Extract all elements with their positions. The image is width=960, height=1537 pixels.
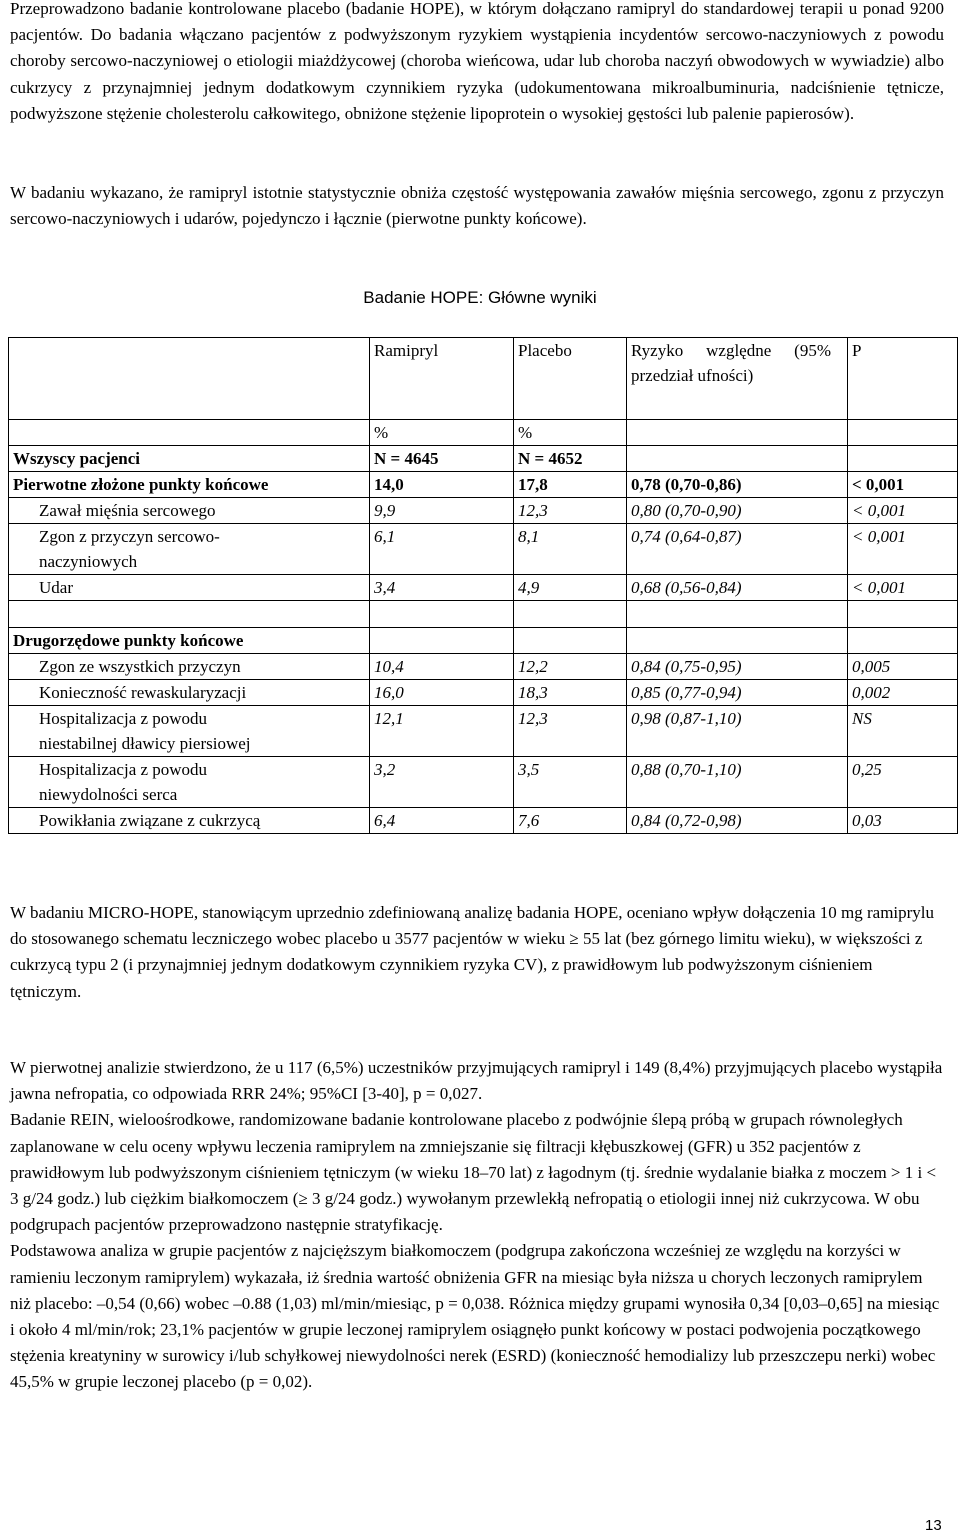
cell-p: 0,002 <box>848 680 958 706</box>
cell-p: 0,005 <box>848 654 958 680</box>
table-row <box>9 524 958 575</box>
table-row <box>9 575 958 601</box>
page-number: 13 <box>925 1517 942 1534</box>
row-label: Powikłania związane z cukrzycą <box>9 808 370 834</box>
cell-ramipryl: 3,2 <box>370 757 514 808</box>
row-label: Drugorzędowe punkty końcowe <box>9 628 370 654</box>
header-units-row <box>9 420 958 446</box>
paragraph-hope-results: W badaniu wykazano, że ramipryl istotnie statystycznie obniża częstość występowania zawałów mięśnia sercowego, zgonu z przyczyn sercowo-naczyniowych i udarów, pojedynczo i łącznie (pierwotne punkty końcowe). <box>10 183 944 229</box>
cell-placebo: 7,6 <box>514 808 627 834</box>
header-pct-placebo: % <box>514 420 627 446</box>
row-label: Konieczność rewaskularyzacji <box>9 680 370 706</box>
cell-relative-risk: 0,84 (0,75-0,95) <box>627 654 848 680</box>
table-row <box>9 628 958 654</box>
table-row <box>9 654 958 680</box>
paragraph-micro-hope: W badaniu MICRO-HOPE, stanowiącym uprzednio zdefiniowaną analizę badania HOPE, oceniano wpływ dołączenia 10 mg ramiprylu do stosowanego schematu leczniczego wobec placebo u 3577 pacjentów w wieku ≥ 55 lat (bez górnego limitu wieku), w większości z cukrzycą typu 2 (i przynajmniej jednym dodatkowym czynnikiem ryzyka CV), z prawidłowym lub podwyższonym ciśnieniem tętniczym. <box>10 903 935 1001</box>
cell-ramipryl: 10,4 <box>370 654 514 680</box>
spacer-row <box>9 601 958 628</box>
header-ramipryl: Ramipryl <box>370 338 514 420</box>
row-label: Hospitalizacja z powodu niewydolności serca <box>9 757 370 808</box>
cell-ramipryl: 16,0 <box>370 680 514 706</box>
row-label: Zgon z przyczyn sercowo-naczyniowych <box>9 524 370 575</box>
header-placebo: Placebo <box>514 338 627 420</box>
header-p: P <box>848 338 958 420</box>
cell-ramipryl: N = 4645 <box>370 446 514 472</box>
cell-ramipryl: 12,1 <box>370 706 514 757</box>
cell-ramipryl: 6,1 <box>370 524 514 575</box>
header-relative-risk: Ryzyko względne (95% przedział ufności) <box>627 338 848 420</box>
cell-placebo: 4,9 <box>514 575 627 601</box>
cell-placebo: 12,2 <box>514 654 627 680</box>
text-block-analysis <box>10 1055 944 1396</box>
cell-relative-risk: 0,98 (0,87-1,10) <box>627 706 848 757</box>
cell-placebo: 12,3 <box>514 706 627 757</box>
cell-relative-risk: 0,74 (0,64-0,87) <box>627 524 848 575</box>
cell-ramipryl: 9,9 <box>370 498 514 524</box>
header-row <box>9 338 958 420</box>
cell-ramipryl: 14,0 <box>370 472 514 498</box>
table-row <box>9 446 958 472</box>
cell-placebo: 3,5 <box>514 757 627 808</box>
row-label: Pierwotne złożone punkty końcowe <box>9 472 370 498</box>
row-label: Hospitalizacja z powodu niestabilnej dławicy piersiowej <box>9 706 370 757</box>
cell-ramipryl: 3,4 <box>370 575 514 601</box>
cell-relative-risk: 0,78 (0,70-0,86) <box>627 472 848 498</box>
row-label: Zgon ze wszystkich przyczyn <box>9 654 370 680</box>
header-empty-cell <box>9 338 370 420</box>
table-row <box>9 706 958 757</box>
table-title: Badanie HOPE: Główne wyniki <box>363 288 597 307</box>
table-row <box>9 472 958 498</box>
cell-p: < 0,001 <box>848 575 958 601</box>
table-row <box>9 808 958 834</box>
row-label: Zawał mięśnia sercowego <box>9 498 370 524</box>
row-label: Udar <box>9 575 370 601</box>
cell-p: NS <box>848 706 958 757</box>
paragraph-hope-intro: Przeprowadzono badanie kontrolowane placebo (badanie HOPE), w którym dołączano ramipryl do standardowej terapii u ponad 9200 pacjentów. Do badania włączano pacjentów z podwyższonym ryzykiem wystąpienia incydentów sercowo-naczyniowych z powodu choroby sercowo-naczyniowej o etiologii miażdżycowej (choroba wieńcowa, udar lub choroba naczyń obwodowych w wywiadzie) albo cukrzycy z przynajmniej jednym dodatkowym czynnikiem ryzyka (udokumentowana mikroalbuminuria, nadciśnienie tętnicze, podwyższone stężenie cholesterolu całkowitego, obniżone stężenie lipoprotein o wysokiej gęstości lub palenie papierosów). <box>10 0 944 123</box>
cell-p: < 0,001 <box>848 498 958 524</box>
cell-placebo: N = 4652 <box>514 446 627 472</box>
row-label: Wszyscy pacjenci <box>9 446 370 472</box>
cell-relative-risk: 0,80 (0,70-0,90) <box>627 498 848 524</box>
table-row <box>9 757 958 808</box>
hope-results-table <box>8 337 958 834</box>
cell-relative-risk: 0,68 (0,56-0,84) <box>627 575 848 601</box>
cell-relative-risk: 0,85 (0,77-0,94) <box>627 680 848 706</box>
cell-p: 0,25 <box>848 757 958 808</box>
cell-p: < 0,001 <box>848 524 958 575</box>
cell-placebo: 17,8 <box>514 472 627 498</box>
cell-placebo: 18,3 <box>514 680 627 706</box>
header-pct-ramipryl: % <box>370 420 514 446</box>
cell-p: 0,03 <box>848 808 958 834</box>
table-row <box>9 680 958 706</box>
cell-placebo: 8,1 <box>514 524 627 575</box>
paragraph-rein: Badanie REIN, wieloośrodkowe, randomizowane badanie kontrolowane placebo z podwójnie ślepą próbą w grupach równoległych zaplanowane w celu oceny wpływu leczenia ramiprylem na zmniejszanie się filtracji kłębuszkowej (GFR) u 352 pacjentów z prawidłowym lub podwyższonym ciśnieniem tętniczym (w wieku 18–70 lat) z łagodnym (tj. średnie wydalanie białka z moczem > 1 i < 3 g/24 godz.) lub ciężkim białkomoczem (≥ 3 g/24 godz.) wywołanym przewlekłą nefropatią o etiologii innej niż cukrzycowa. W obu podgrupach pacjentów przeprowadzono następnie stratyfikację. <box>10 1110 937 1235</box>
cell-p: < 0,001 <box>848 472 958 498</box>
cell-relative-risk: 0,84 (0,72-0,98) <box>627 808 848 834</box>
cell-placebo: 12,3 <box>514 498 627 524</box>
cell-relative-risk: 0,88 (0,70-1,10) <box>627 757 848 808</box>
paragraph-rein-analysis: Podstawowa analiza w grupie pacjentów z najcięższym białkomoczem (podgrupa zakończona wcześniej ze względu na korzyści w ramieniu leczonym ramiprylem) wykazała, iż średnia wartość obniżenia GFR na miesiąc była niższa u chorych leczonych ramiprylem niż placebo: –0,54 (0,66) wobec –0.88 (1,03) ml/min/miesiąc, p = 0,038. Różnica między grupami wynosiła 0,34 [0,03–0,65] na miesiąc i około 4 ml/min/rok; 23,1% pacjentów w grupie leczonej ramiprylem osiągnęło punkt końcowy w postaci podwojenia początkowego stężenia kreatyniny w surowicy i/lub schyłkowej niewydolności nerek (ESRD) (konieczność hemodializy lub przeszczepu nerki) wobec 45,5% w grupie leczonej placebo (p = 0,02). <box>10 1241 940 1392</box>
table-row <box>9 498 958 524</box>
cell-ramipryl: 6,4 <box>370 808 514 834</box>
paragraph-primary-analysis: W pierwotnej analizie stwierdzono, że u 117 (6,5%) uczestników przyjmujących ramipryl i 149 (8,4%) przyjmujących placebo wystąpiła jawna nefropatia, co odpowiada RRR 24%; 95%CI [3-40], p = 0,027. <box>10 1058 943 1104</box>
